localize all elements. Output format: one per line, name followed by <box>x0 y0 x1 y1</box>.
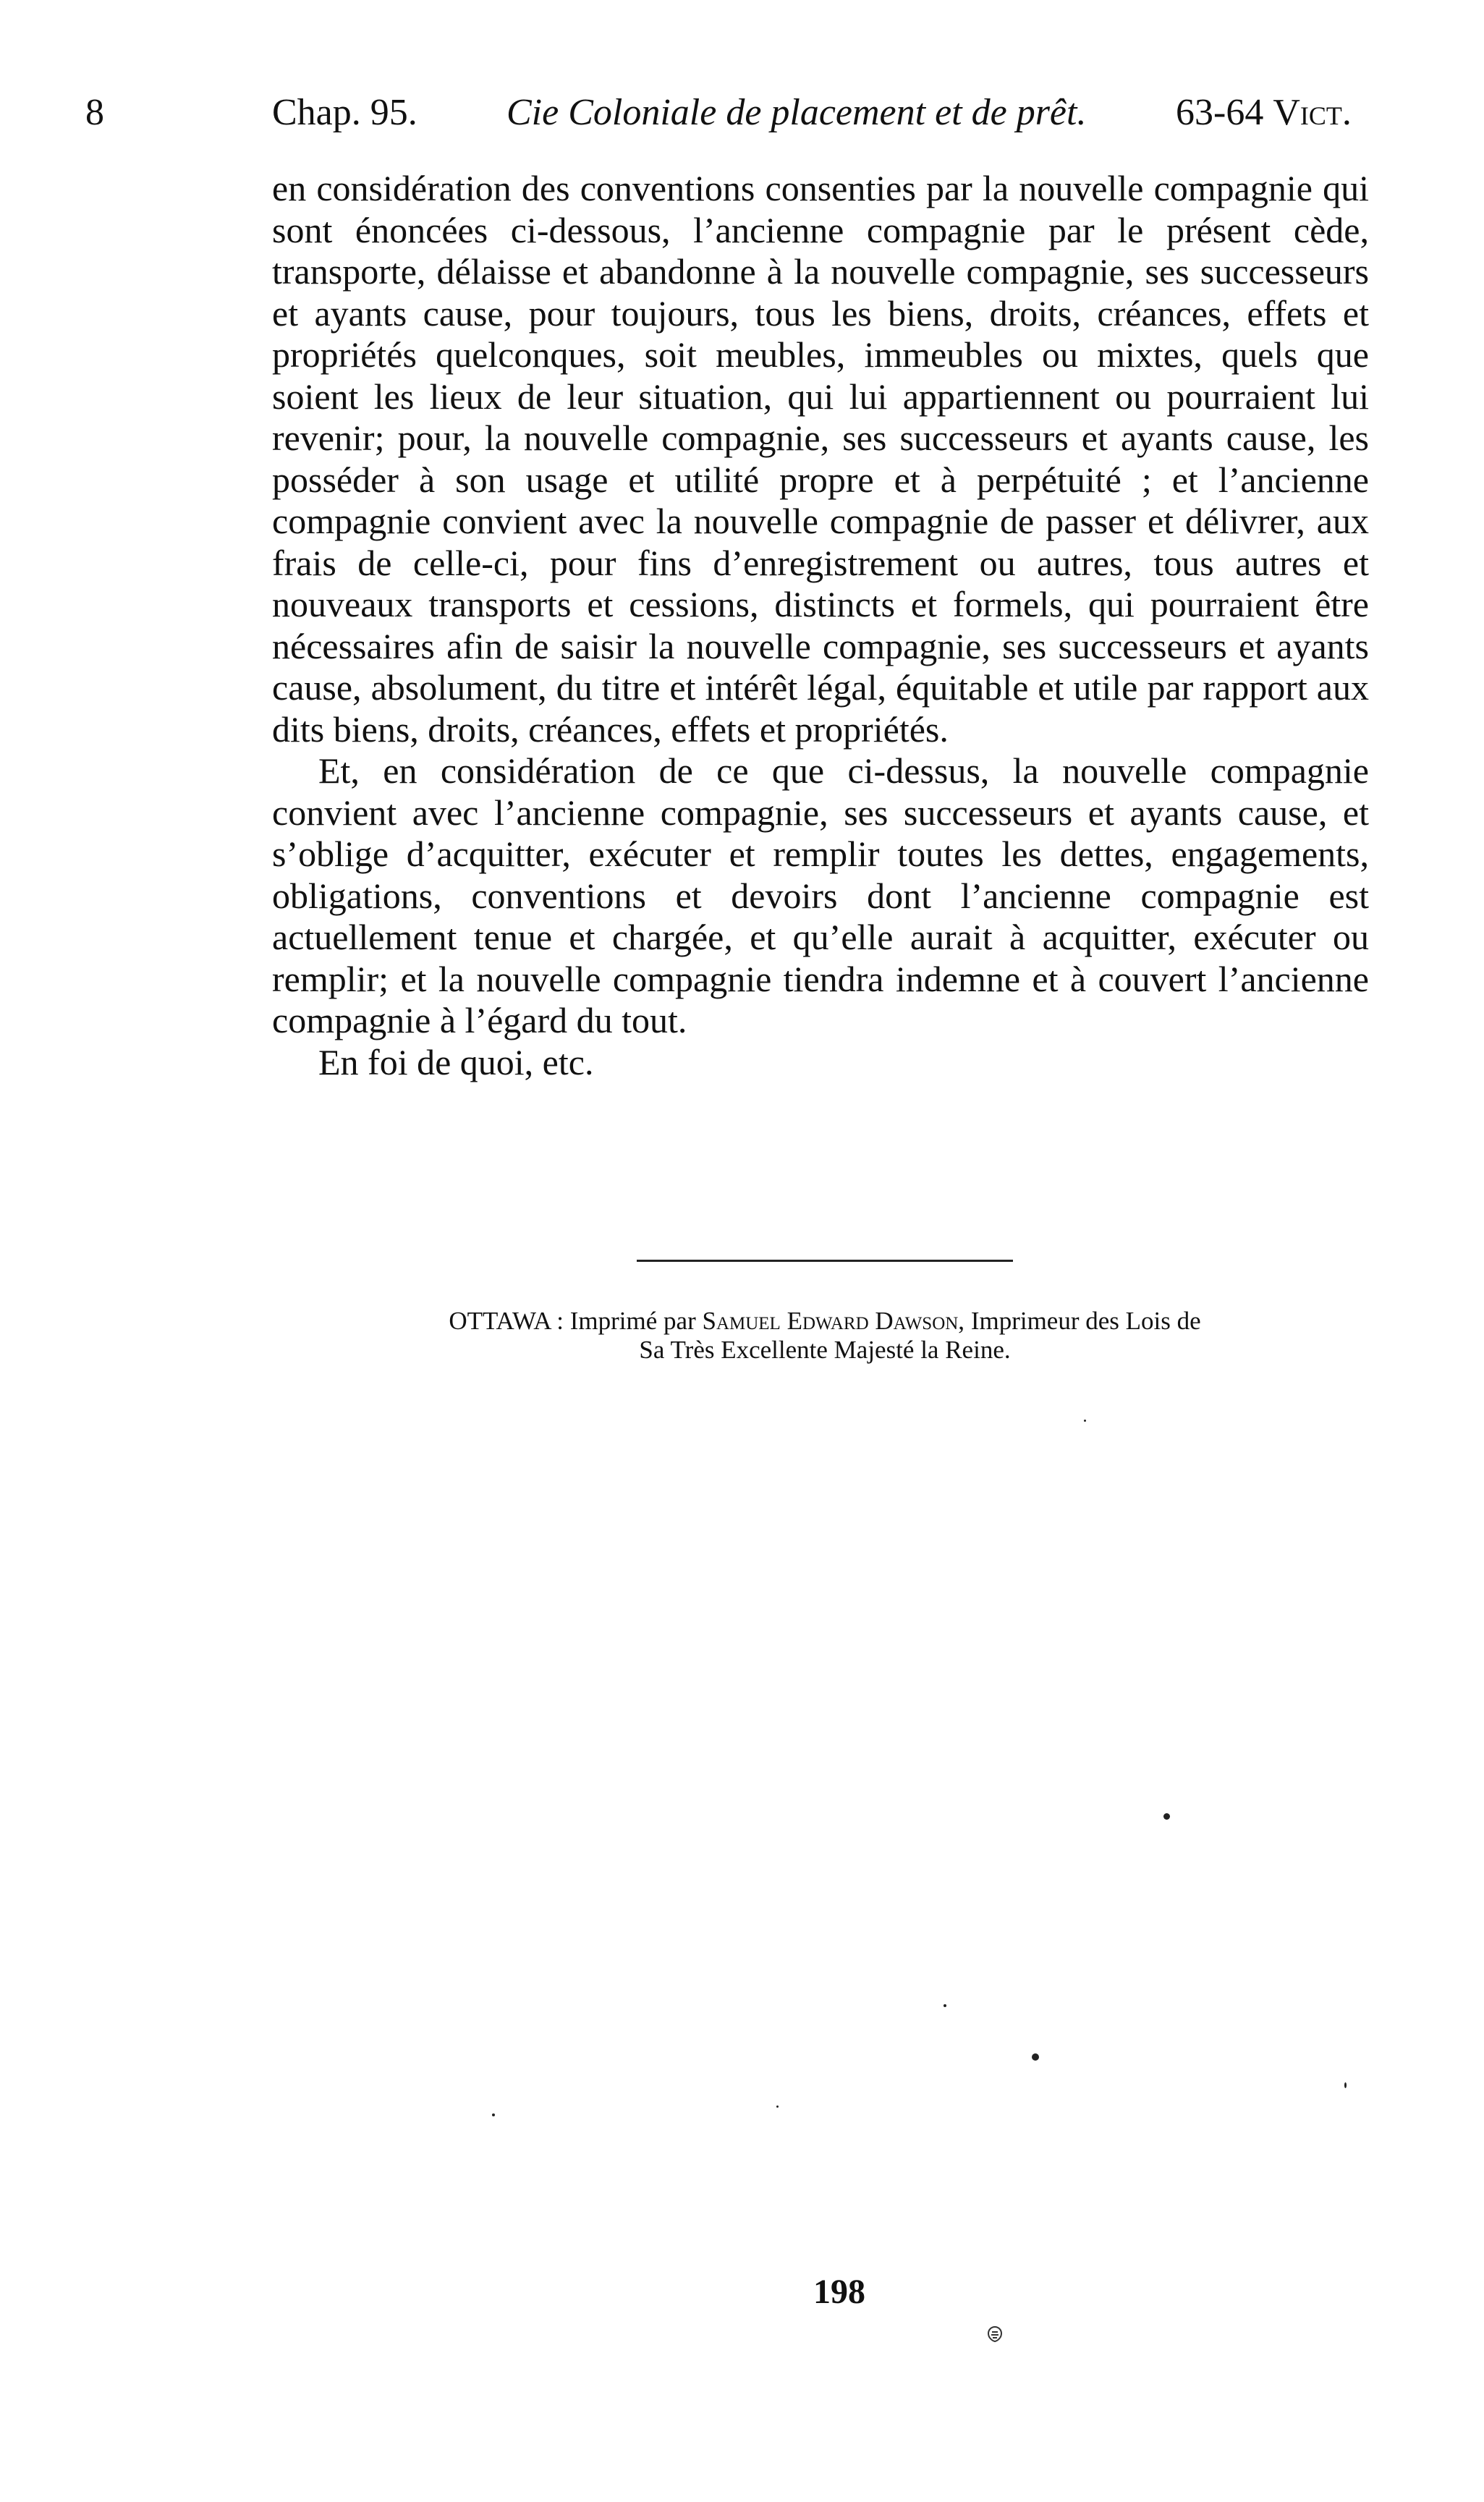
imprint-printed-by: Imprimé par <box>569 1307 696 1335</box>
main-text <box>272 168 1369 1083</box>
page-number-header: 8 <box>85 92 104 133</box>
imprint-printer-title: Imprimeur des Lois de <box>970 1307 1201 1335</box>
session-years: 63-64 <box>1176 92 1264 133</box>
scan-speck <box>944 2004 946 2007</box>
imprint <box>297 1307 1353 1365</box>
running-title: Cie Coloniale de placement et de prêt. <box>506 92 1087 133</box>
printer-ornament-icon <box>985 2325 1004 2343</box>
scan-speck <box>1163 1813 1170 1820</box>
folio-number: 198 <box>813 2273 865 2311</box>
paragraph-testimonium: En foi de quoi, etc. <box>318 1041 594 1082</box>
session-label <box>1176 91 1352 135</box>
imprint-line-1 <box>297 1307 1353 1336</box>
section-divider <box>637 1260 1013 1262</box>
scan-speck <box>1344 2082 1347 2088</box>
scan-speck <box>492 2113 495 2116</box>
imprint-printer-name: Samuel Edward Dawson, <box>702 1307 965 1335</box>
regnal-label: Vict. <box>1273 92 1352 133</box>
scan-speck <box>1032 2053 1039 2061</box>
chapter-label: Chap. 95. <box>272 92 417 133</box>
imprint-line-2: Sa Très Excellente Majesté la Reine. <box>639 1336 1011 1364</box>
paragraph-undertaking: Et, en considération de ce que ci-dessus, la nouvelle compagnie convient avec l’ancienne compagnie, ses successeurs et ayants cause, et s’oblige d’acquitter, exécuter et remplir toutes les dettes, engagements, obligations, conventions et devoirs dont l’ancienne compagnie est actuellement tenue et chargée, et qu’elle aurait à acquitter, exécuter ou remplir; et la nouvelle compagnie tiendra indemne et à couvert l’ancienne compagnie à l’égard du tout. <box>272 750 1369 1040</box>
scan-speck <box>776 2106 779 2108</box>
scan-speck <box>1084 1420 1086 1422</box>
paragraph-conveyance: en considération des conventions consenties par la nouvelle compagnie qui sont énoncées ci-dessous, l’ancienne compagnie par le présent cède, transporte, délaisse et abandonne à la nouvelle compagnie, ses successeurs et ayants cause, pour toujours, tous les biens, droits, créances, effets et propriétés quelconques, soit meubles, immeubles ou mixtes, quels que soient les lieux de leur situation, qui lui appartiennent ou pourraient lui revenir; pour, la nouvelle compagnie, ses successeurs et ayants cause, les posséder à son usage et utilité propre et à perpétuité ; et l’ancienne compagnie convient avec la nouvelle compagnie de passer et délivrer, aux frais de celle-ci, pour fins d’enregistrement ou autres, tous autres et nouveaux transports et cessions, distincts et formels, qui pourraient être nécessaires afin de saisir la nouvelle compagnie, ses successeurs et ayants cause, absolument, du titre et intérêt légal, équitable et utile par rapport aux dits biens, droits, créances, effets et propriétés. <box>272 168 1369 750</box>
imprint-city: OTTAWA : <box>449 1307 564 1335</box>
